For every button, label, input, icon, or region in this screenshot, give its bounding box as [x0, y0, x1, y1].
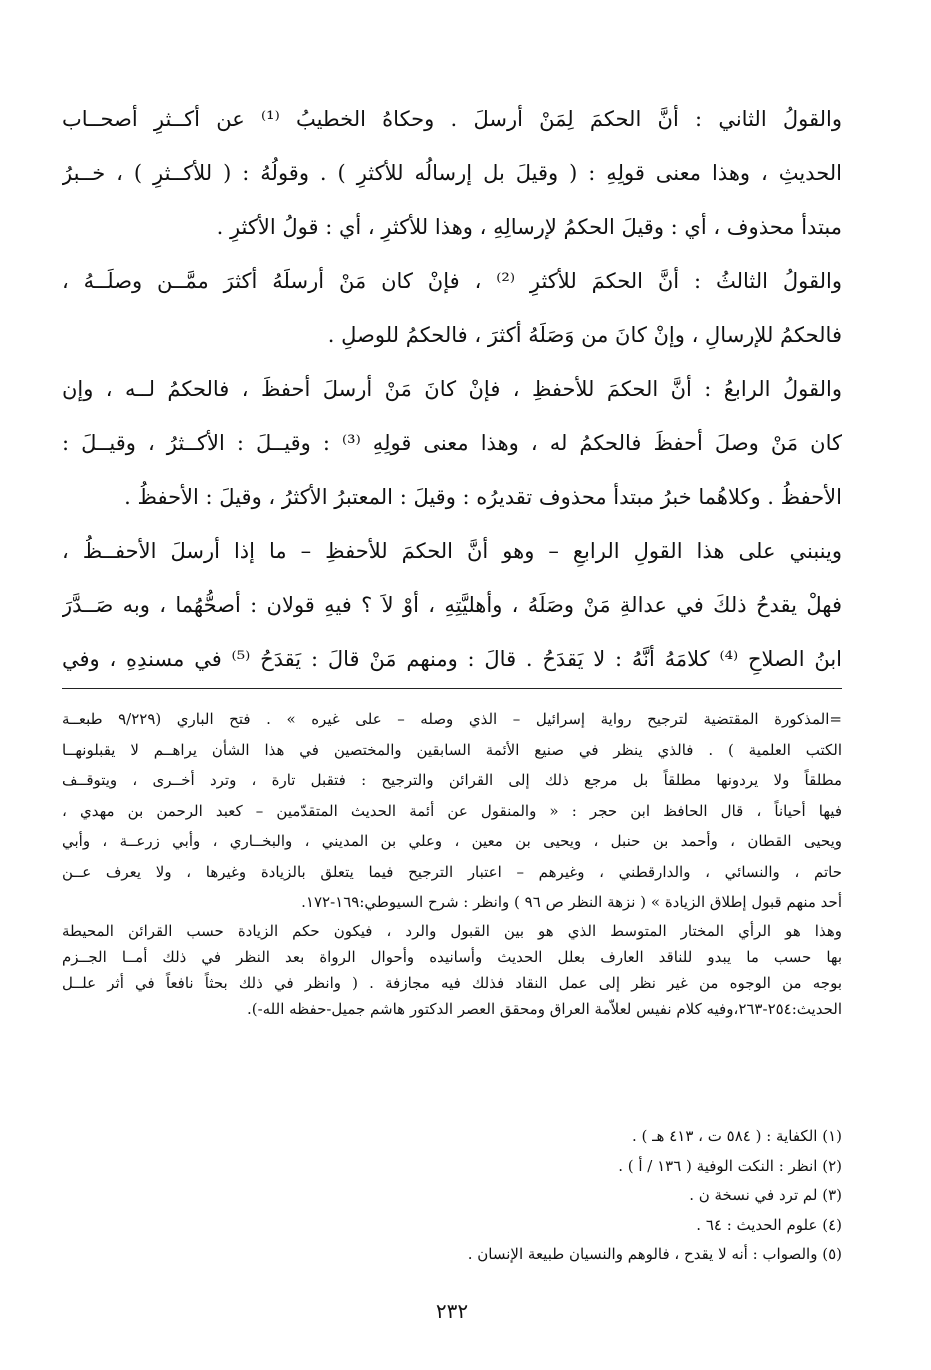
footnote-line: مطلقاً ولا يردونها مطلقاً بل مرجع ذلك إلى القرائن والترجيح : فتقبل تارة ، وترد أخــرى ، ويتوقــف	[62, 771, 842, 789]
page-number: ٢٣٢	[435, 1299, 469, 1323]
main-text-line: فالحكمُ للإرسالِ ، وإنْ كانَ من وَصَلَهُ أكثرَ ، فالحكمُ للوصلِ .	[327, 323, 842, 347]
main-text-line: فهلْ يقدحُ ذلكَ في عدالةِ مَنْ وصَلَهُ ، وأهليَّتِهِ ، أوْ لاَ ؟ فيهِ قولان : أصحُّهُما ، وبه صَــدَّرَ	[62, 593, 842, 617]
main-text-line: وينبني على هذا القولِ الرابعِ – وهو أنَّ الحكمَ للأحفظِ – ما إذا أرسلَ الأحفــظُ ،	[62, 539, 842, 563]
footnote-separator	[62, 688, 842, 689]
footnote-ref-4: (٤) علوم الحديث : ٦٤ .	[696, 1215, 842, 1234]
footnote-line: ويحيى القطان ، وأحمد بن حنبل ، ويحيى بن معين ، وعلي بن المديني ، والبخــاري ، وأبي زرعــة ، وأبي	[62, 832, 842, 850]
footnote-ref-3: (٣) لم ترد في نسخة ن .	[689, 1186, 842, 1204]
main-text-line: والقولُ الثالثُ : أنَّ الحكمَ للأكثرِ ⁽²⁾ ، فإنْ كان مَنْ أرسلَهُ أكثرَ ممَّــن وصلَــهُ ،	[62, 269, 842, 293]
main-text-line: والقولُ الثاني : أنَّ الحكمَ لِمَنْ أرسلَ . وحكاهُ الخطيبُ ⁽¹⁾ عن أكــثرِ أصحــاب	[62, 107, 842, 131]
footnote-line: =المذكورة المقتضية لترجيح رواية إسرائيل – الذي وصله – على غيره » . فتح الباري (٩/٢٢٩ طبعــة	[62, 710, 842, 728]
main-text-line: مبتدأ محذوف ، أي : وقيلَ الحكمُ لإرسالِهِ ، وهذا للأكثرِ ، أي : قولُ الأكثرِ .	[216, 215, 842, 239]
footnote-line: بها حسب ما يبدو للناقد العارف بعلل الحديث وأسانيده وأحوال الرواة بعد النظر في ذلك أمــا الجــزم	[62, 947, 842, 966]
footnote-line: وهذا هو الرأي المختار المتوسط الذي هو بين القبول والرد ، فيكون حكم الزيادة حسب القرائن المحيطة	[62, 921, 842, 940]
footnote-line: الكتب العلمية ) . فالذي ينظر في صنيع الأئمة السابقين والمختصين في هذا الشأن يراهــم لا يقبلونهــا	[62, 740, 842, 759]
main-text	[62, 92, 842, 686]
footnote-line: فيها أحياناً ، قال الحافظ ابن حجر : « والمنقول عن أئمة الحديث المتقدّمين – كعبد الرحمن بن مهدي ،	[62, 801, 842, 820]
footnote-ref-1: (١) الكفاية : ( ٥٨٤ ت ، ٤١٣ هـ ) .	[631, 1127, 842, 1145]
continued-footnote	[62, 704, 842, 1022]
footnote-line: حاتم ، والنسائي ، والدارقطني ، وغيرهم – اعتبار الترجيح فيما يتعلق بالزيادة وغيرها ، ولا يعرف عــن	[62, 862, 842, 881]
main-text-line: والقولُ الرابعُ : أنَّ الحكمَ للأحفظِ ، فإنْ كانَ مَنْ أرسلَ أحفظَ ، فالحكمُ لــه ، وإن	[62, 377, 842, 401]
main-text-line: كان مَنْ وصلَ أحفظَ فالحكمُ له ، وهذا معنى قولِهِ ⁽³⁾ : وقيــلَ : الأكــثرُ ، وقيــلَ :	[62, 431, 842, 455]
book-page	[62, 0, 842, 1370]
footnote-line: بوجه من الوجوه من غير نظر إلى عمل النقاد فذلك فيه مجازفة . ( وانظر في ذلك بحثاً نافعاً في أثر علــل	[62, 973, 842, 992]
footnote-line: أحد منهم قبول إطلاق الزيادة » ( نزهة النظر ص ٩٦ ) وانظر : شرح السيوطي:١٦٩-١٧٢.	[301, 893, 842, 911]
footnote-ref-2: (٢) انظر : النكت الوفية ( ١٣٦ / أ ) .	[618, 1156, 842, 1175]
footnote-ref-5: (٥) والصواب : أنه لا يقدح ، فالوهم والنسيان طبيعة الإنسان .	[467, 1245, 842, 1263]
main-text-line: الأحفظُ . وكلاهُما خبرُ مبتدأ محذوف تقديرُه : وقيلَ : المعتبرُ الأكثرُ ، وقيلَ : الأحفظُ .	[124, 485, 842, 509]
main-text-line: ابنُ الصلاحِ ⁽⁴⁾ كلامَهُ أنَّهُ : لا يَقدَحُ . قالَ : ومنهم مَنْ قالَ : يَقدَحُ ⁽⁵⁾ في مسندِهِ ، وفي	[62, 647, 842, 671]
footnote-line: الحديث:٢٥٤-٢٦٣،وفيه كلام نفيس لعلاّمة العراق ومحقق العصر الدكتور هاشم جميل-حفظه الله-).	[246, 999, 842, 1018]
main-text-line: الحديثِ ، وهذا معنى قولِهِ : ( وقيلَ بل إرسالُه للأكثرِ ) . وقولُهُ : ( للأكــثرِ ) ، خــبرُ	[62, 161, 842, 185]
footnote-references	[62, 1122, 842, 1270]
